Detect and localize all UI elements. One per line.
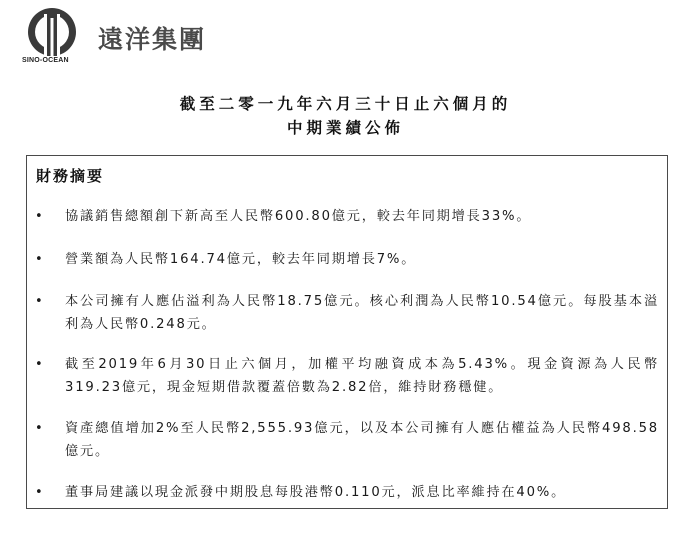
list-item-text: 本公司擁有人應佔溢利為人民幣18.75億元。核心利潤為人民幣10.54億元。每股基本溢利為人民幣0.248元。 — [65, 294, 659, 332]
announcement-title — [0, 92, 691, 140]
financial-highlights-box — [26, 155, 668, 509]
bullet-icon: • — [35, 357, 43, 372]
company-name: 遠洋集團 — [98, 25, 207, 54]
list-item-text: 營業額為人民幣164.74億元，較去年同期增長7%。 — [65, 252, 417, 267]
list-item-text: 資產總值增加2%至人民幣2,555.93億元，以及本公司擁有人應佔權益為人民幣498.58億元。 — [65, 421, 659, 459]
list-item-text: 截至2019年6月30日止六個月，加權平均融資成本為5.43%。現金資源為人民幣319.23億元，現金短期借款覆蓋倍數為2.82倍，維持財務穩健。 — [65, 357, 659, 395]
list-item-text: 協議銷售總額創下新高至人民幣600.80億元，較去年同期增長33%。 — [65, 209, 532, 224]
financial-highlights-heading: 財務摘要 — [36, 167, 105, 185]
bullet-icon: • — [35, 485, 43, 500]
bullet-icon: • — [35, 209, 43, 224]
bullet-icon: • — [35, 252, 43, 267]
sino-ocean-logo-icon — [26, 6, 78, 58]
bullet-icon: • — [35, 421, 43, 436]
list-item-text: 董事局建議以現金派發中期股息每股港幣0.110元，派息比率維持在40%。 — [65, 485, 567, 500]
bullet-icon: • — [35, 294, 43, 309]
title-line-2: 中期業績公佈 — [286, 119, 404, 137]
logo-caption: SINO-OCEAN — [22, 57, 69, 64]
title-line-1: 截至二零一九年六月三十日止六個月的 — [179, 95, 512, 113]
header — [22, 6, 282, 66]
